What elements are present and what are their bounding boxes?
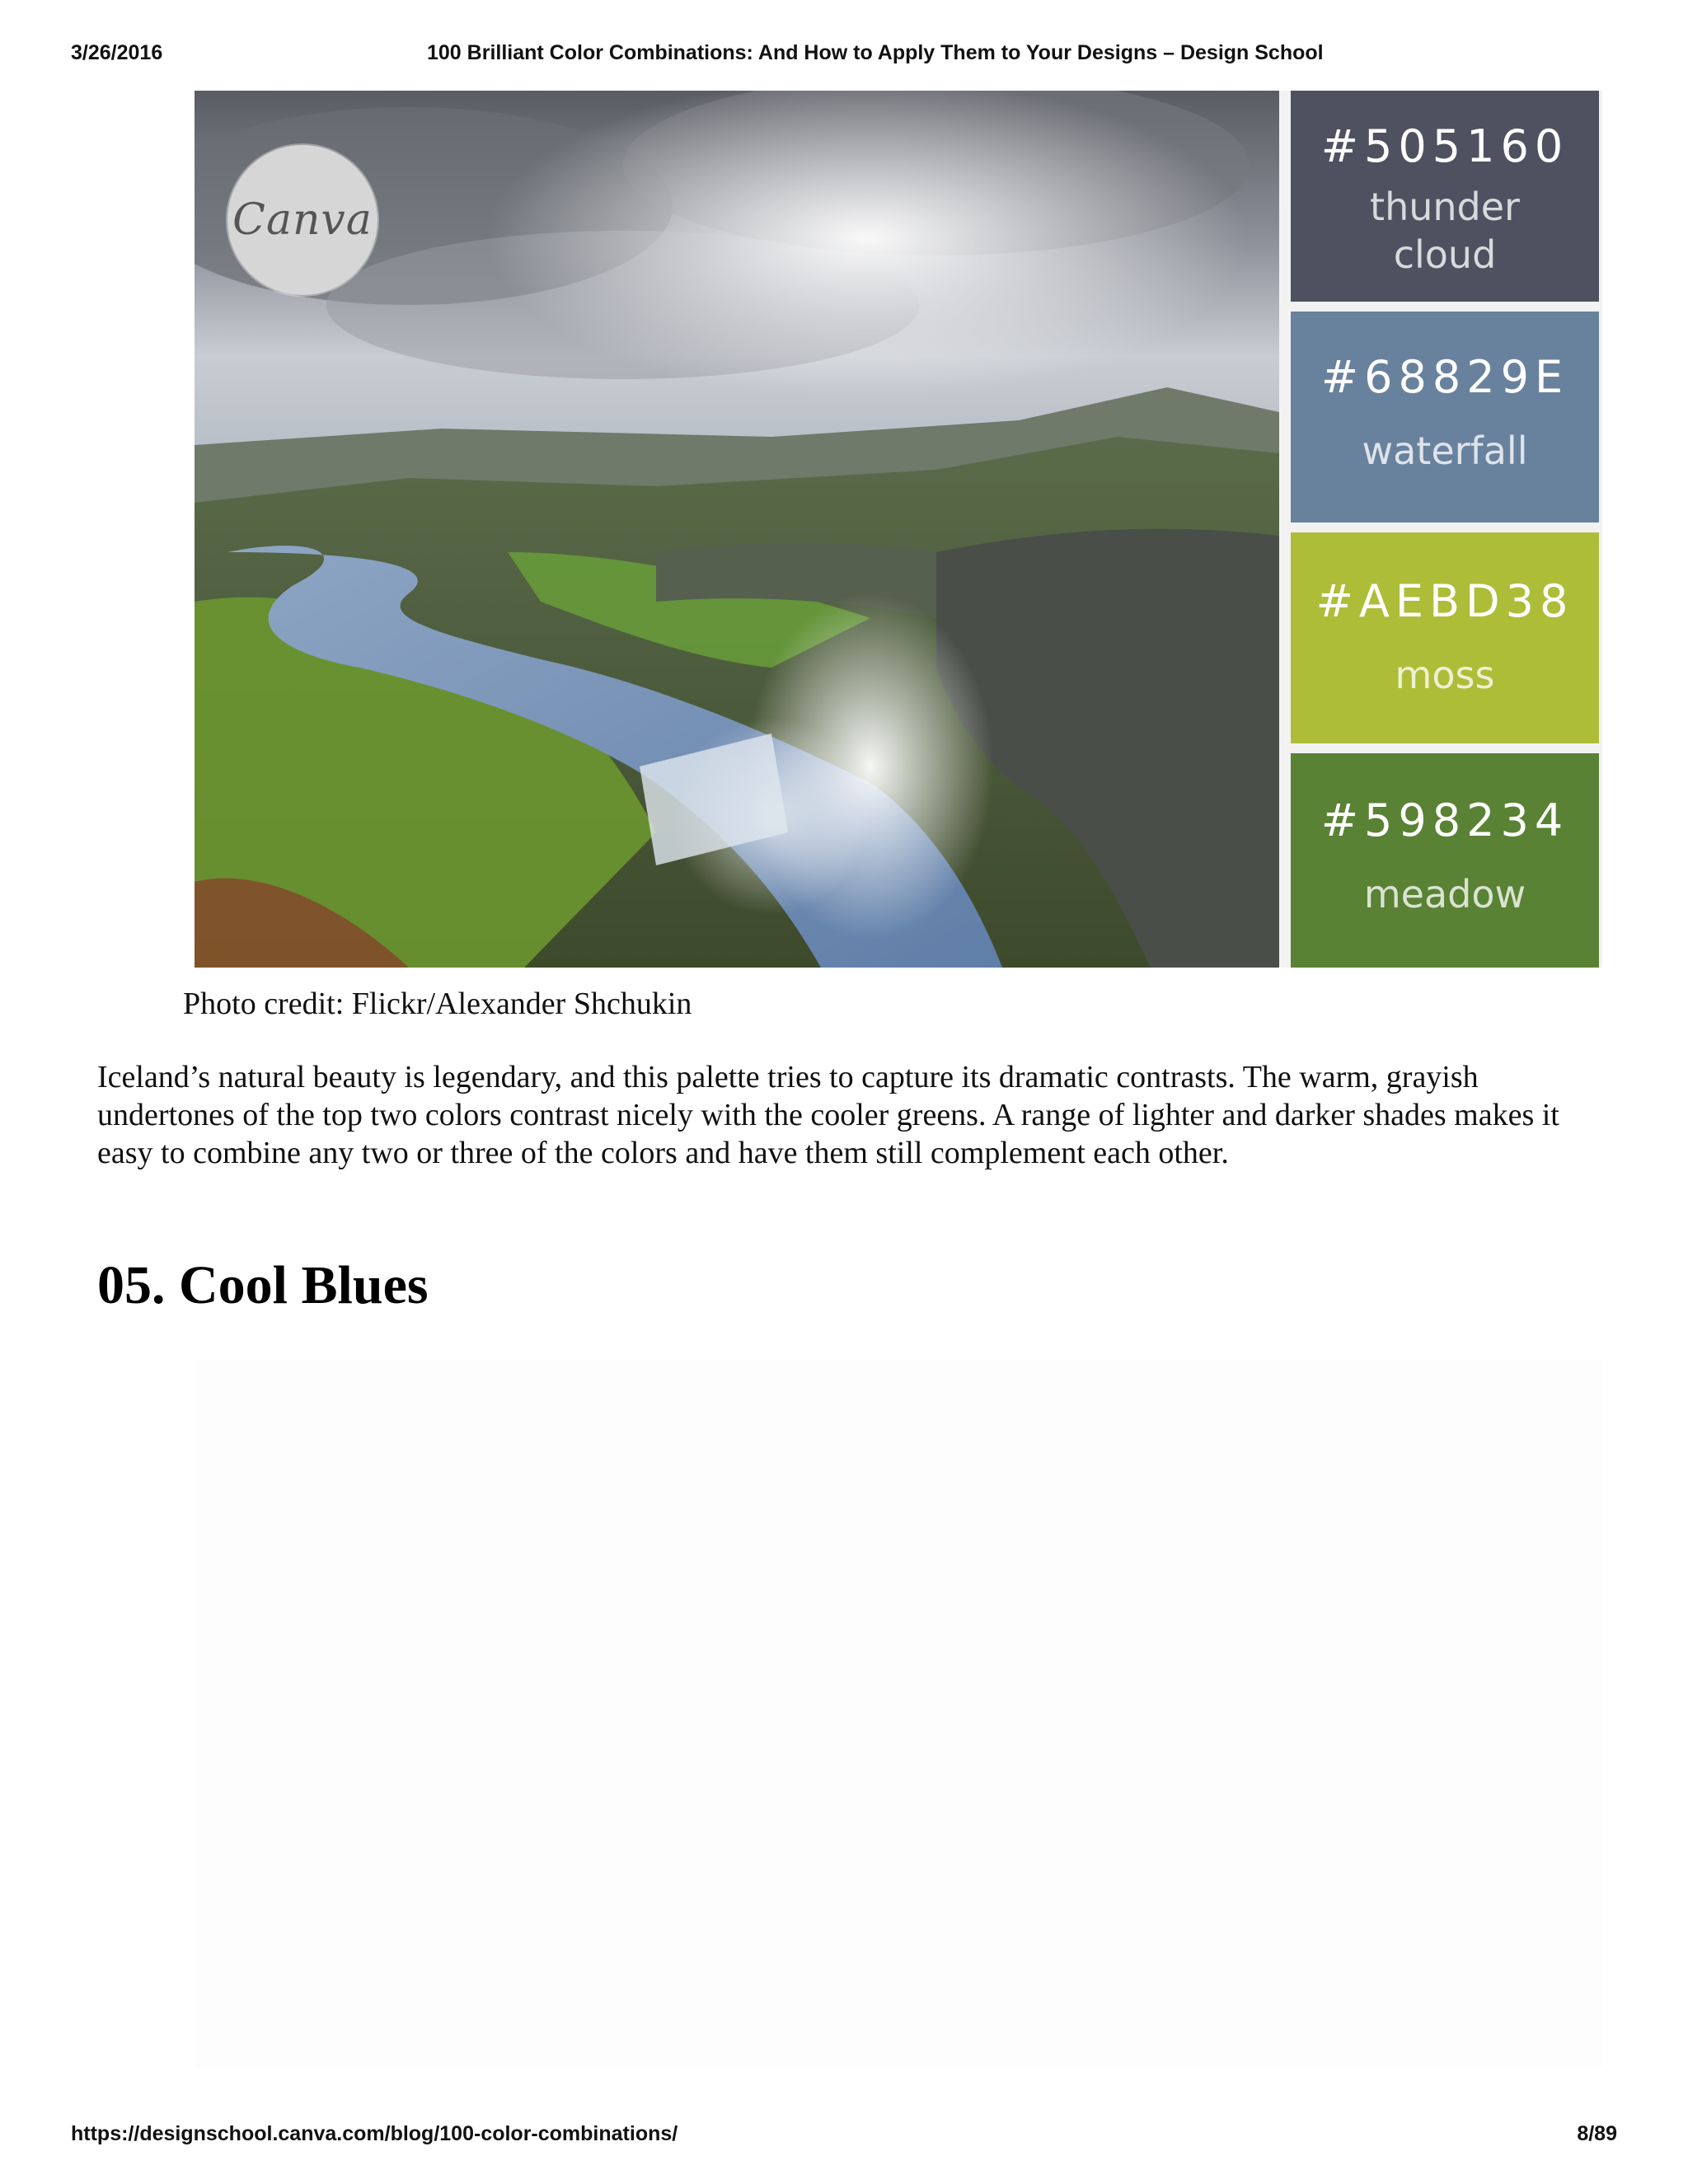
swatch-name-line: cloud (1393, 232, 1497, 277)
swatch-hex: #AEBD38 (1315, 575, 1574, 627)
print-page-title: 100 Brilliant Color Combinations: And How to Apply Them to Your Designs – Design School (427, 41, 1324, 64)
swatch-hex: #505160 (1320, 120, 1569, 172)
canva-logo-badge (227, 145, 377, 295)
print-footer (71, 2122, 1617, 2149)
swatch-name-line: thunder (1370, 185, 1520, 229)
color-swatches (1291, 91, 1602, 968)
print-header (71, 41, 1617, 68)
swatch-name (1291, 183, 1599, 279)
swatch-thunder-cloud (1291, 91, 1599, 302)
swatch-name: meadow (1363, 872, 1526, 916)
swatch-meadow (1291, 753, 1599, 968)
print-url: https://designschool.canva.com/blog/100-color-combinations/ (71, 2122, 678, 2145)
print-page-number: 8/89 (1577, 2122, 1617, 2145)
canva-logo-text: Canva (232, 195, 373, 245)
palette-figure (195, 91, 1602, 968)
swatch-hex: #68829E (1320, 351, 1569, 403)
photo-credit-caption: Photo credit: Flickr/Alexander Shchukin (183, 987, 692, 1021)
swatch-moss (1291, 532, 1599, 743)
landscape-photo (195, 91, 1279, 968)
next-palette-image-placeholder (195, 1360, 1602, 2069)
print-date: 3/26/2016 (71, 41, 163, 64)
swatch-waterfall (1291, 312, 1599, 523)
body-paragraph: Iceland’s natural beauty is legendary, and this palette tries to capture its dramatic contrasts. The warm, grayish undertones of the top two colors contrast nicely with the cooler greens. A range of lighter and darker shades makes it easy to combine any two or three of the colors and have them still complement each other. (97, 1060, 1559, 1170)
section-heading: 05. Cool Blues (97, 1255, 429, 1315)
swatch-name: moss (1395, 653, 1495, 697)
swatch-hex: #598234 (1320, 794, 1569, 846)
swatch-name: waterfall (1362, 429, 1528, 473)
